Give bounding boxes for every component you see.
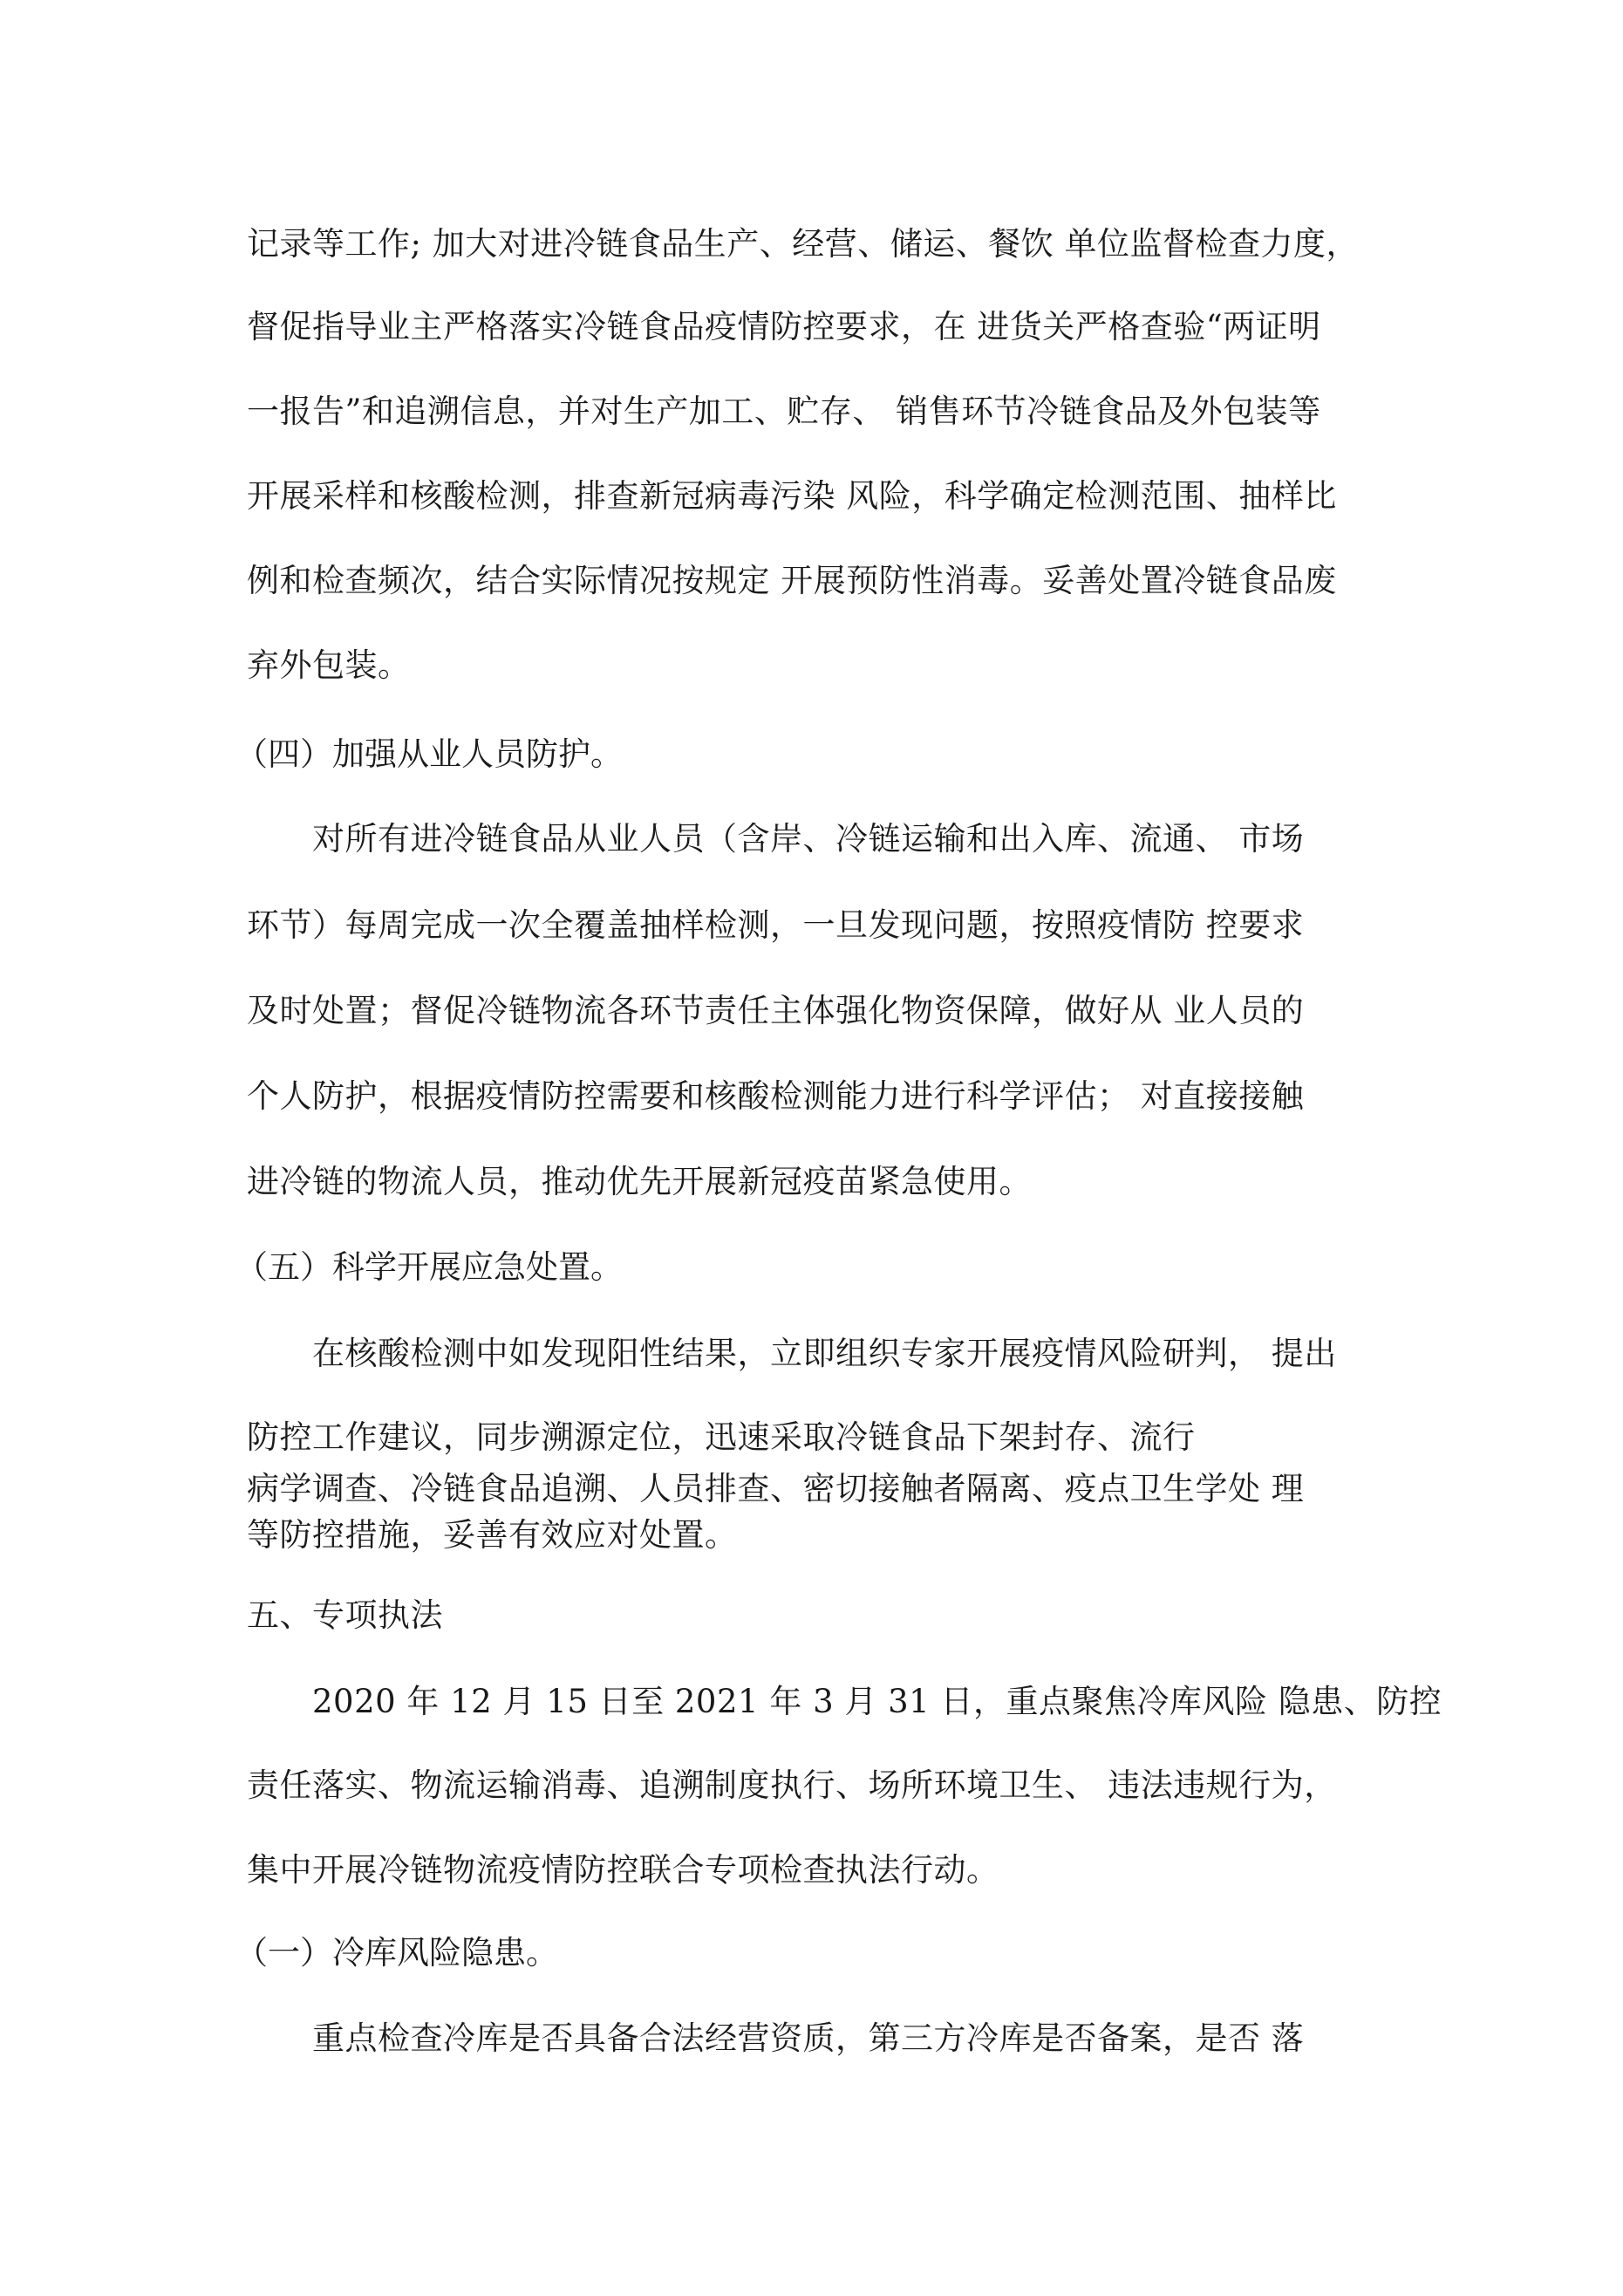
body-text-line: 责任落实、物流运输消毒、追溯制度执行、场所环境卫生、 违法违规行为， [247,1766,1337,1804]
body-text-line: 弃外包装。 [247,646,411,684]
body-text-line: 在核酸检测中如发现阳性结果，立即组织专家开展疫情风险研判， 提出 [312,1335,1337,1372]
body-text-line: 重点检查冷库是否具备合法经营资质，第三方冷库是否备案，是否 落 [312,2019,1305,2057]
chapter-heading: 五、专项执法 [247,1596,443,1634]
body-text-line: 2020 年 12 月 15 日至 2021 年 3 月 31 日，重点聚焦冷库风险 隐患、防控 [312,1683,1442,1720]
body-text-line: 病学调查、冷链食品追溯、人员排查、密切接触者隔离、疫点卫生学处 理 [247,1470,1305,1507]
body-text-line: 一报告”和追溯信息，并对生产加工、贮存、 销售环节冷链食品及外包装等 [247,393,1321,430]
section-heading: （五）科学开展应急处置。 [235,1248,623,1286]
body-text-line: 开展采样和核酸检测，排查新冠病毒污染 风险，科学确定检测范围、抽样比 [247,477,1337,515]
body-text-line: 对所有进冷链食品从业人员（含岸、冷链运输和出入库、流通、 市场 [312,820,1305,858]
body-text-line: 例和检查频次，结合实际情况按规定 开展预防性消毒。妥善处置冷链食品废 [247,562,1337,599]
body-text-line: 督促指导业主严格落实冷链食品疫情防控要求，在 进货关严格查验“两证明 [247,308,1321,345]
body-text-line: 防控工作建议，同步溯源定位，迅速采取冷链食品下架封存、流行 [247,1418,1196,1456]
body-text-line: 及时处置；督促冷链物流各环节责任主体强化物资保障，做好从 业人员的 [247,992,1305,1029]
section-heading: （一）冷库风险隐患。 [235,1934,558,1971]
body-text-line: 等防控措施，妥善有效应对处置。 [247,1516,738,1554]
body-text-line: 环节）每周完成一次全覆盖抽样检测，一旦发现问题，按照疫情防 控要求 [247,906,1305,944]
section-heading: （四）加强从业人员防护。 [235,735,623,773]
body-text-line: 个人防护，根据疫情防控需要和核酸检测能力进行科学评估； 对直接接触 [247,1077,1305,1115]
body-text-line: 进冷链的物流人员，推动优先开展新冠疫苗紧急使用。 [247,1163,1032,1200]
body-text-line: 记录等工作; 加大对进冷链食品生产、经营、储运、餐饮 单位监督检查力度， [247,225,1359,263]
body-text-line: 集中开展冷链物流疫情防控联合专项检查执法行动。 [247,1851,999,1889]
